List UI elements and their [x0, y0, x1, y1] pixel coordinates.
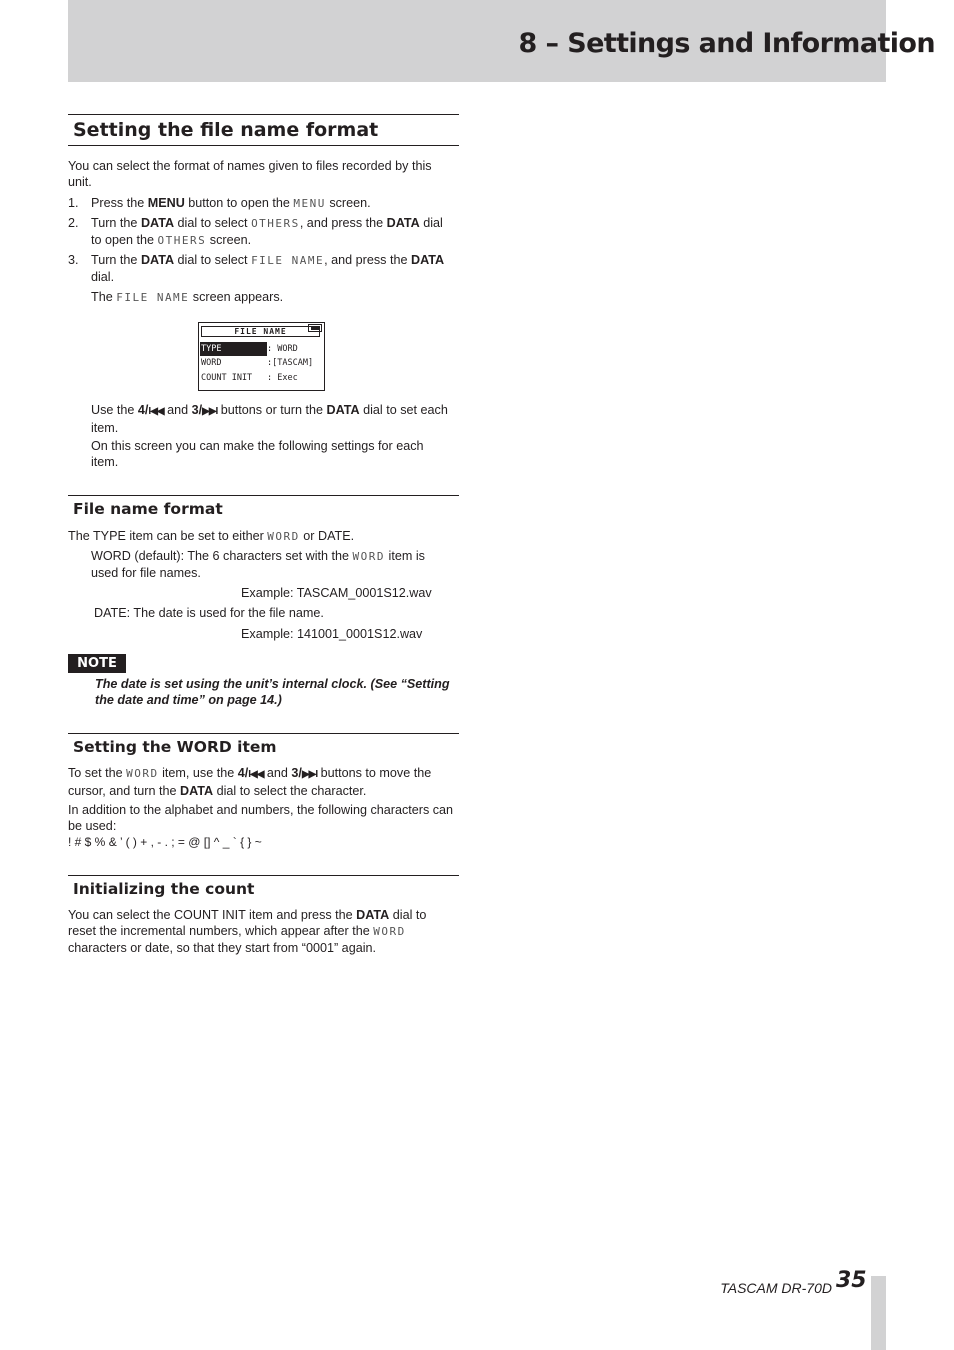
step-2: 2. Turn the DATA dial to select OTHERS, and press the DATA dial to open the OTHERS screen.	[68, 216, 443, 247]
skip-back-icon: I◀◀	[248, 769, 264, 780]
intro-paragraph: You can select the format of names given to files recorded by this unit.	[68, 159, 432, 189]
section-title-word: Setting the WORD item	[68, 733, 459, 757]
example-date: Example: 141001_0001S12.wav	[241, 627, 423, 641]
skip-forward-icon: ▶▶I	[202, 406, 218, 417]
use-buttons-text: Use the 4/I◀◀ and 3/▶▶I buttons or turn the DATA dial to set each item.	[91, 403, 448, 435]
word-default-text: WORD (default): The 6 characters set with the WORD item is used for file names.	[91, 549, 425, 580]
date-line: DATE: The date is used for the file name.	[94, 606, 324, 620]
note-badge: NOTE	[68, 654, 126, 673]
example-word: Example: TASCAM_0001S12.wav	[241, 586, 432, 600]
chapter-title: 8 – Settings and Information	[518, 28, 935, 59]
screen-row-word: WORD :[TASCAM]	[201, 358, 314, 368]
word-para-2: In addition to the alphabet and numbers, the following characters can be used:	[68, 803, 454, 833]
section-title-file-name-format: Setting the file name format	[68, 114, 459, 146]
skip-back-icon: I◀◀	[148, 406, 164, 417]
screen-appears-text: The FILE NAME screen appears.	[91, 290, 284, 304]
type-line: The TYPE item can be set to either WORD or DATE.	[68, 529, 355, 543]
note-text: The date is set using the unit’s internal clock. (See “Setting the date and time” on page 14.)	[95, 677, 450, 707]
file-name-screen	[198, 322, 325, 391]
settings-note: On this screen you can make the following settings for each item.	[91, 439, 424, 469]
screen-row-count-init: COUNT INIT : Exec	[201, 373, 298, 383]
step-3: 3. Turn the DATA dial to select FILE NAME, and press the DATA dial.	[68, 253, 445, 284]
footer-tab	[871, 1276, 886, 1350]
footer-brand: TASCAM DR-70D	[720, 1280, 832, 1296]
allowed-characters: ! # $ % & ’ ( ) + , - . ; = @ [] ^ _ ` { } ~	[68, 835, 262, 849]
page-number: 35	[836, 1268, 867, 1293]
screen-row-type: TYPE : WORD	[201, 344, 298, 354]
count-paragraph: You can select the COUNT INIT item and press the DATA dial to reset the incremental numbers, which appear after the WORD characters or date, so that they start from “0001” again.	[68, 908, 427, 955]
skip-forward-icon: ▶▶I	[301, 769, 318, 780]
word-para-1: To set the WORD item, use the 4/I◀◀ and 3/▶▶I buttons to move the cursor, and turn the DATA dial to select the character.	[68, 766, 432, 798]
step-1: 1. Press the MENU button to open the MENU screen.	[68, 196, 371, 210]
section-title-count: Initializing the count	[68, 875, 459, 899]
section-title-format: File name format	[68, 495, 459, 519]
screen-title: FILE NAME	[201, 326, 320, 337]
